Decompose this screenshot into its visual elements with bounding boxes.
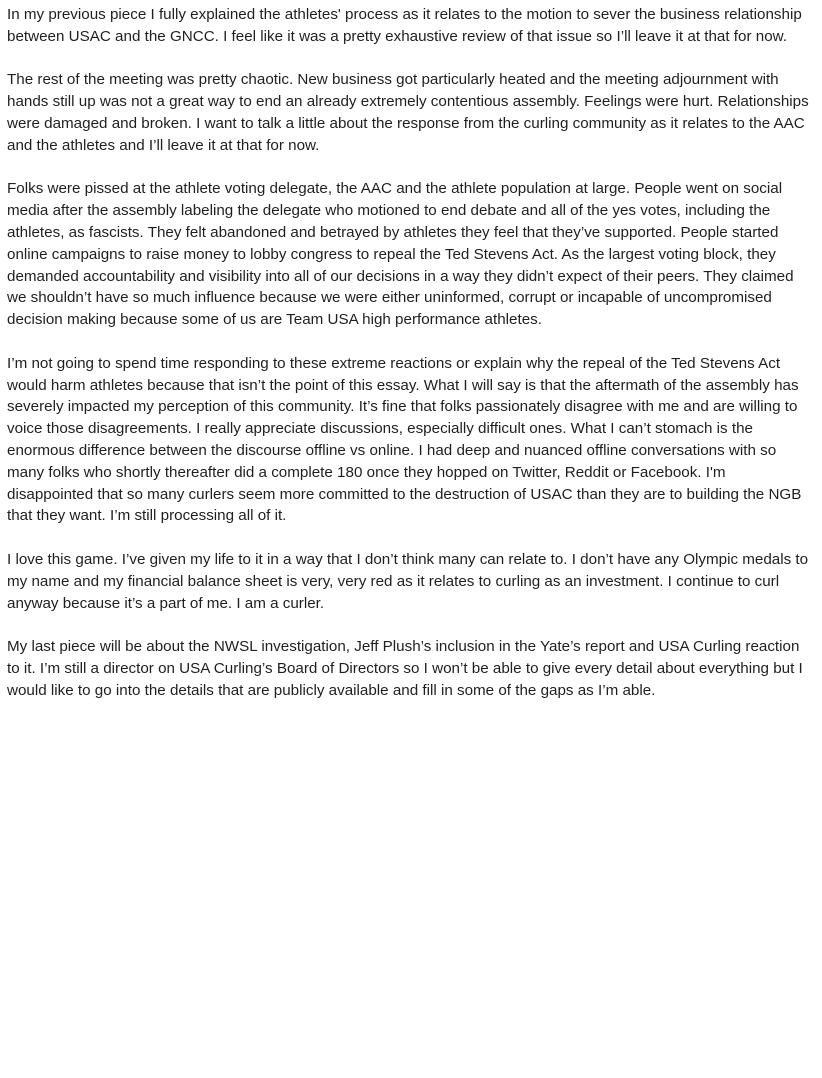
paragraph-5: I love this game. I’ve given my life to it in a way that I don’t think many can relate to. I don’t have any Olympic medals to my name and my financial balance sheet is very, very red as it relates to curling as an investment. I continue to curl anyway because it’s a part of me. I am a curler. [7,550,809,612]
paragraph-1: In my previous piece I fully explained the athletes' process as it relates to the motion to sever the business relationship between USAC and the GNCC. I feel like it was a pretty exhaustive review of that issue so I’ll leave it at that for now. [7,6,802,45]
paragraph-2: The rest of the meeting was pretty chaotic. New business got particularly heated and the meeting adjournment with hands still up was not a great way to end an already extremely contentious assembly. Feelings were hurt. Relationships were damaged and broken. I want to talk a little about the response from the curling community as it relates to the AAC and the athletes and I’ll leave it at that for now. [7,71,809,154]
paragraph-6: My last piece will be about the NWSL investigation, Jeff Plush’s inclusion in the Yate’s report and USA Curling reaction to it. I’m still a director on USA Curling’s Board of Directors so I won’t be able to give every detail about everything but I would like to go into the details that are publicly available and fill in some of the gaps as I’m able. [7,638,803,699]
paragraph-3: Folks were pissed at the athlete voting delegate, the AAC and the athlete population at large. People went on social media after the assembly labeling the delegate who motioned to end debate and all of the yes votes, including the athletes, as fascists. They felt abandoned and betrayed by athletes they feel that they’ve supported. People started online campaigns to raise money to lobby congress to repeal the Ted Stevens Act. As the largest voting block, they demanded accountability and visibility into all of our decisions in a way they didn’t expect of their peers. They claimed we shouldn’t have so much influence because we were either uninformed, corrupt or incapable of uncompromised decision making because some of us are Team USA high performance athletes. [7,180,794,329]
document-body [7,4,814,702]
paragraph-4: I’m not going to spend time responding to these extreme reactions or explain why the repeal of the Ted Stevens Act would harm athletes because that isn’t the point of this essay. What I will say is that the aftermath of the assembly has severely impacted my perception of this community. It’s fine that folks passionately disagree with me and are willing to voice those disagreements. I really appreciate discussions, especially difficult ones. What I can’t stomach is the enormous difference between the discourse offline vs online. I had deep and nuanced offline conversations with so many folks who shortly thereafter did a complete 180 once they hopped on Twitter, Reddit or Facebook. I'm disappointed that so many curlers seem more committed to the destruction of USAC than they are to building the NGB that they want. I’m still processing all of it. [7,354,802,525]
